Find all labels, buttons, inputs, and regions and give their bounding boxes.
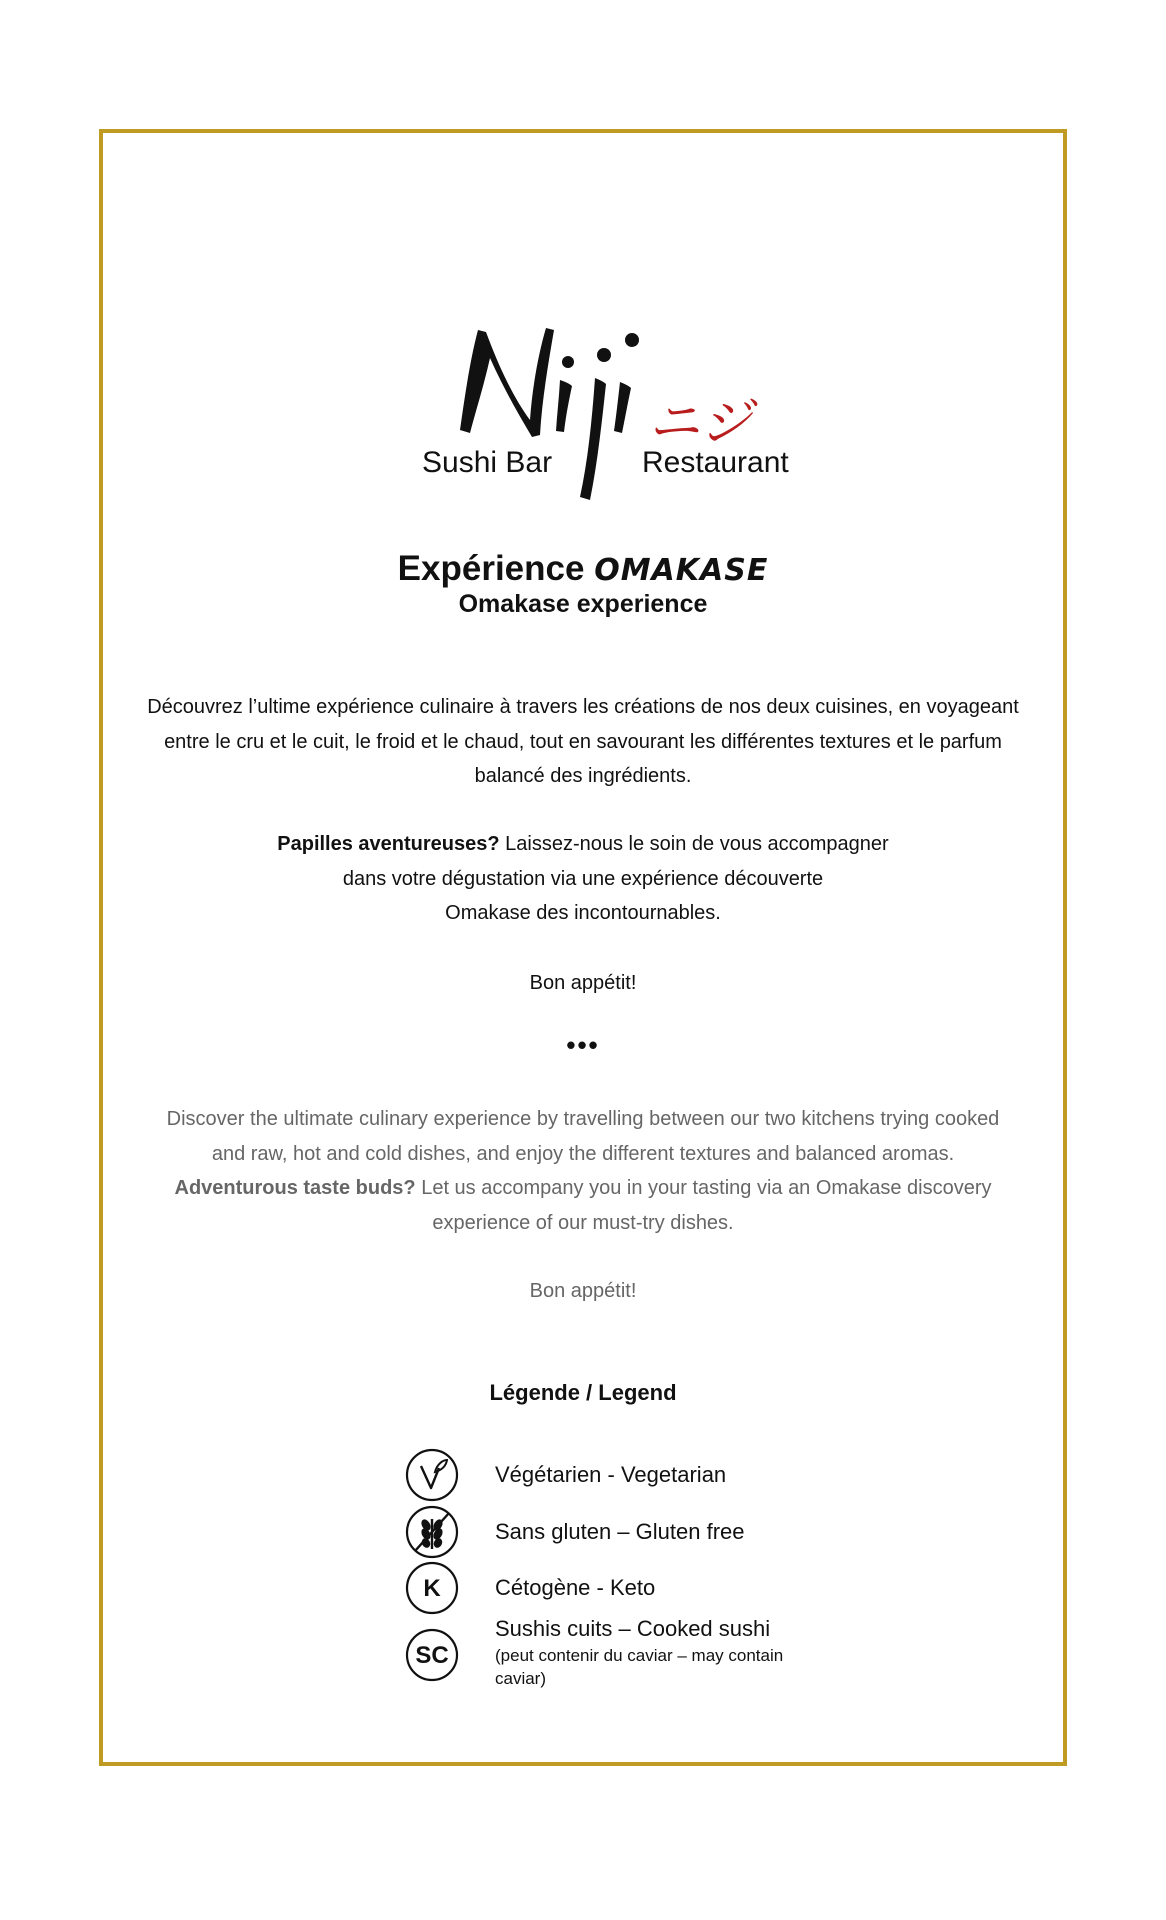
- intro-fr: [104, 690, 1062, 794]
- restaurant-text: Restaurant: [642, 446, 789, 479]
- legend-label: Végétarien - Vegetarian: [495, 1462, 727, 1487]
- page-title: [104, 549, 1062, 589]
- adventure-fr-line: Omakase des incontournables.: [445, 902, 721, 924]
- closing-en: Bon appétit!: [529, 1280, 637, 1302]
- title-accent: OMAKASE: [594, 553, 769, 588]
- vegetarian-icon: [405, 1448, 459, 1502]
- page-subtitle: Omakase experience: [458, 590, 708, 618]
- legend-label: Sans gluten – Gluten free: [495, 1519, 745, 1544]
- intro-en: [104, 1102, 1062, 1240]
- legend-item: [405, 1505, 745, 1559]
- intro-en-line: Discover the ultimate culinary experience by travelling between our two kitchens trying cooked: [166, 1108, 1000, 1130]
- adventure-fr-line: dans votre dégustation via une expérience découverte: [342, 867, 824, 890]
- intro-fr-line: entre le cru et le cuit, le froid et le chaud, tout en savourant les différentes textures et le parfum: [164, 730, 1002, 753]
- adventure-fr: [104, 827, 1062, 931]
- intro-fr-line: balancé des ingrédients.: [474, 765, 692, 787]
- legend-label: Cétogène - Keto: [495, 1575, 656, 1600]
- adventure-fr-text: Laissez-nous le soin de vous accompagner: [499, 833, 889, 855]
- legend-item: [405, 1616, 825, 1690]
- niji-logo: [420, 300, 820, 510]
- katakana-text: ニジ: [648, 394, 753, 452]
- intro-en-line: experience of our must-try dishes.: [432, 1211, 734, 1234]
- intro-en-line: [104, 1171, 1062, 1206]
- legend-item: [405, 1448, 726, 1502]
- adventure-en-bold: Adventurous taste buds?: [174, 1177, 416, 1199]
- legend-title: Légende / Legend: [489, 1380, 677, 1405]
- legend-label-block: [495, 1616, 825, 1690]
- title-prefix: Expérience: [397, 549, 585, 588]
- adventure-fr-bold: Papilles aventureuses?: [277, 833, 500, 855]
- legend-note: (peut contenir du caviar – may contain caviar): [495, 1646, 784, 1688]
- intro-en-line: and raw, hot and cold dishes, and enjoy the different textures and balanced aromas.: [211, 1142, 955, 1165]
- intro-fr-line: Découvrez l’ultime expérience culinaire à travers les créations de nos deux cuisines, en voyageant: [147, 696, 1019, 718]
- separator-dots: •••: [566, 1030, 600, 1060]
- cooked-sushi-icon: [405, 1628, 459, 1682]
- keto-icon: [405, 1561, 459, 1615]
- adventure-fr-line: [104, 827, 1062, 862]
- gluten-free-icon: [405, 1505, 459, 1559]
- legend-item: [405, 1561, 655, 1615]
- closing-fr: Bon appétit!: [529, 972, 637, 994]
- sushi-bar-text: Sushi Bar: [422, 446, 553, 479]
- legend-label: Sushis cuits – Cooked sushi: [495, 1616, 771, 1641]
- adventure-en-text: Let us accompany you in your tasting via an Omakase discovery: [415, 1177, 992, 1199]
- cooked-sushi-symbol: SC: [415, 1642, 449, 1669]
- keto-symbol: K: [423, 1575, 441, 1602]
